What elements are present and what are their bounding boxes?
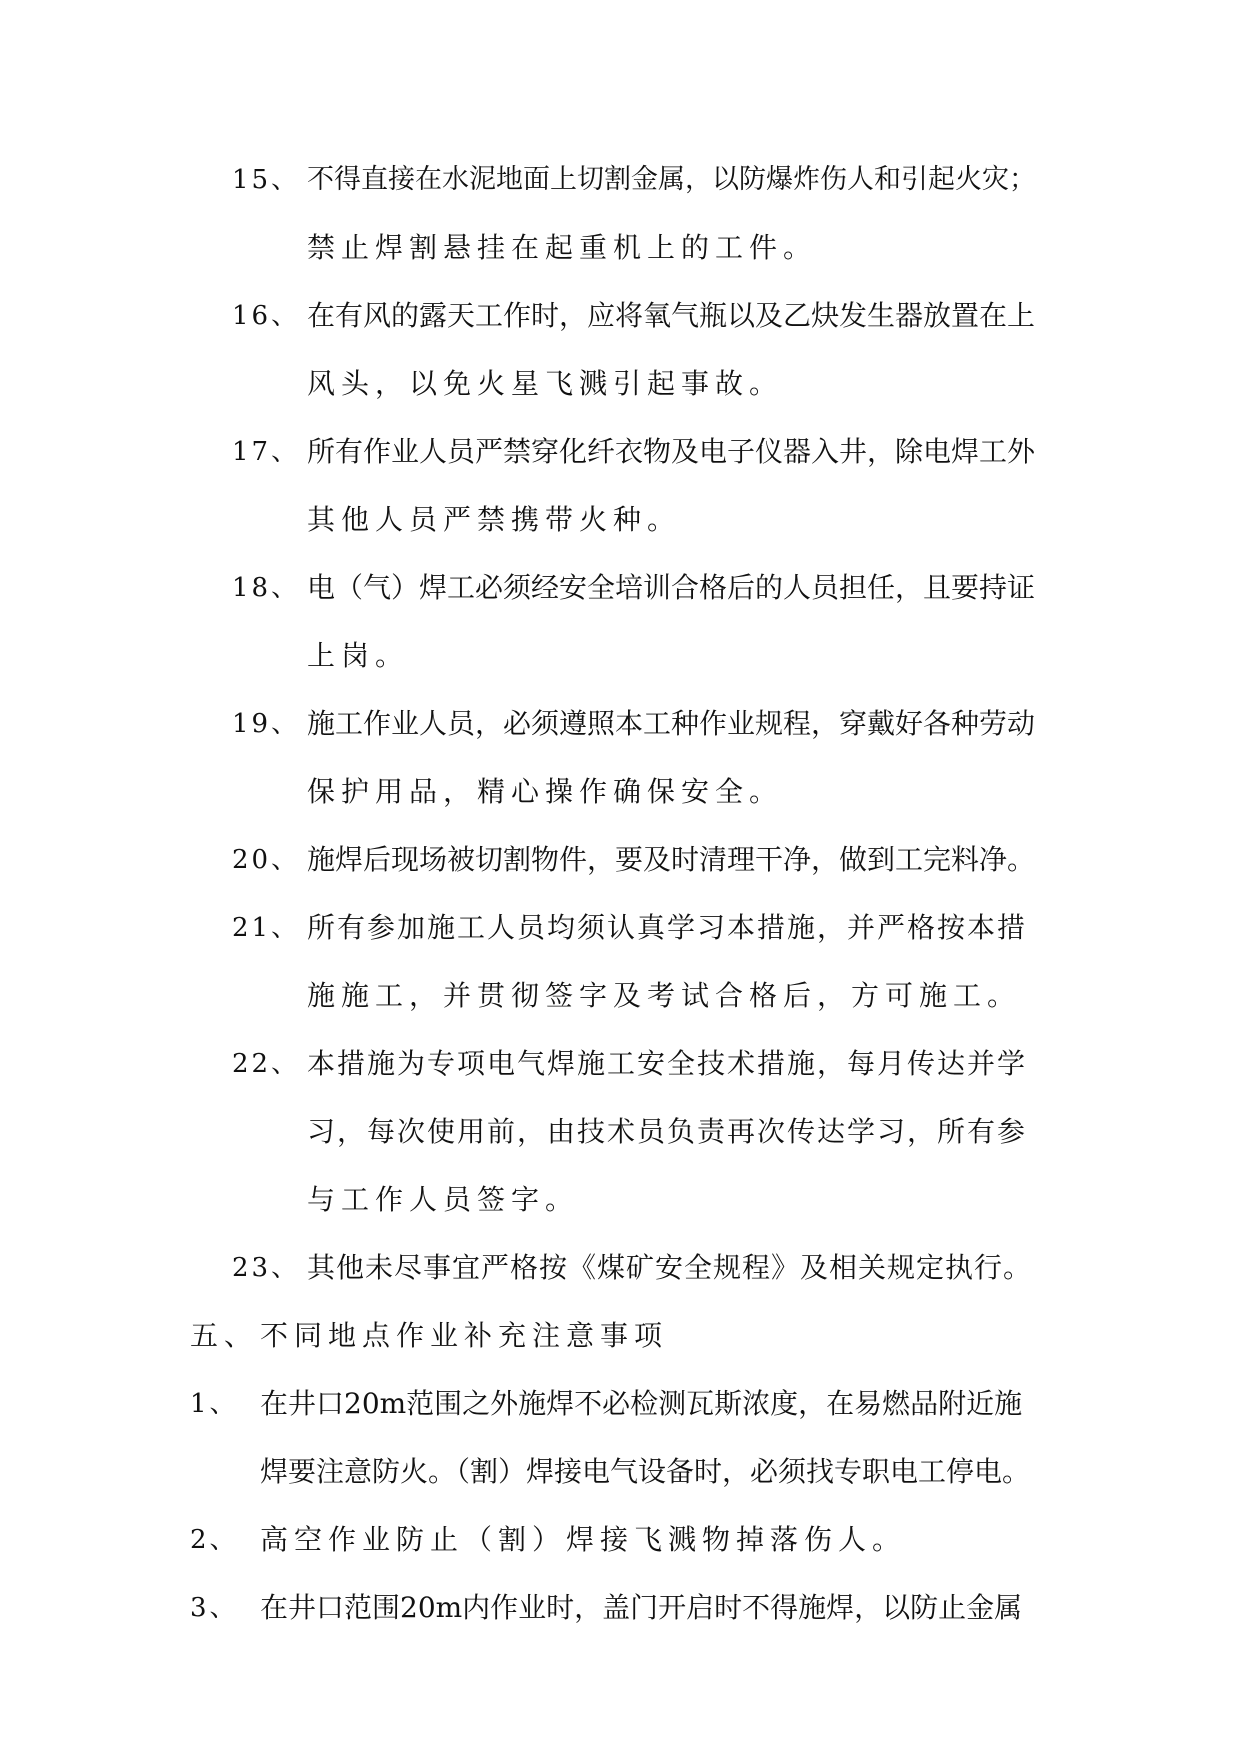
item-number: 19、 [232, 709, 301, 739]
item-text-line: 焊要注意防火。（割）焊接电气设备时，必须找专职电工停电。 [260, 1455, 1031, 1488]
item-text-line: 在井口20m范围之外施焊不必检测瓦斯浓度，在易燃品附近施 [260, 1387, 1023, 1420]
item-text-line: 上岗。 [307, 639, 410, 672]
item-text-line: 保护用品，精心操作确保安全。 [307, 775, 784, 808]
section-number: 五、 [190, 1319, 259, 1352]
item-text-line: 在井口范围20m内作业时，盖门开启时不得施焊，以防止金属 [260, 1591, 1023, 1624]
item-text-line: 禁止焊割悬挂在起重机上的工件。 [307, 231, 818, 264]
item-number: 22、 [232, 1049, 301, 1079]
item-number: 16、 [232, 301, 301, 331]
item-number: 18、 [232, 573, 301, 603]
item-text-line: 所有参加施工人员均须认真学习本措施，并严格按本措 [307, 911, 1028, 944]
item-text-line: 习，每次使用前，由技术员负责再次传达学习，所有参 [307, 1115, 1028, 1148]
item-text-line: 风头，以免火星飞溅引起事故。 [307, 367, 784, 400]
item-number: 1、 [190, 1389, 239, 1419]
item-text-line: 高空作业防止（割）焊接飞溅物掉落伤人。 [260, 1523, 907, 1556]
item-text-line: 施焊后现场被切割物件，要及时清理干净，做到工完料净。 [307, 843, 1036, 876]
item-text-line: 其他未尽事宜严格按《煤矿安全规程》及相关规定执行。 [307, 1251, 1033, 1284]
item-text-line: 本措施为专项电气焊施工安全技术措施，每月传达并学 [307, 1047, 1028, 1080]
item-number: 3、 [190, 1593, 239, 1623]
item-text-line: 施工作业人员，必须遵照本工种作业规程，穿戴好各种劳动 [307, 707, 1036, 740]
item-text-line: 施施工，并贯彻签字及考试合格后，方可施工。 [307, 979, 1022, 1012]
item-number: 15、 [232, 165, 301, 195]
item-text-line: 不得直接在水泥地面上切割金属，以防爆炸伤人和引起火灾； [307, 164, 1036, 195]
item-text-line: 其他人员严禁携带火种。 [307, 503, 682, 536]
item-text-line: 与工作人员签字。 [307, 1183, 580, 1216]
item-text-line: 电（气）焊工必须经安全培训合格后的人员担任，且要持证 [307, 571, 1036, 604]
item-number: 21、 [232, 913, 301, 943]
section-title: 不同地点作业补充注意事项 [260, 1319, 669, 1352]
item-text-line: 所有作业人员严禁穿化纤衣物及电子仪器入井，除电焊工外 [307, 435, 1036, 468]
item-number: 23、 [232, 1253, 301, 1283]
item-text-line: 在有风的露天工作时，应将氧气瓶以及乙炔发生器放置在上 [307, 299, 1036, 332]
item-number: 17、 [232, 437, 301, 467]
item-number: 2、 [190, 1525, 239, 1555]
item-number: 20、 [232, 845, 301, 875]
